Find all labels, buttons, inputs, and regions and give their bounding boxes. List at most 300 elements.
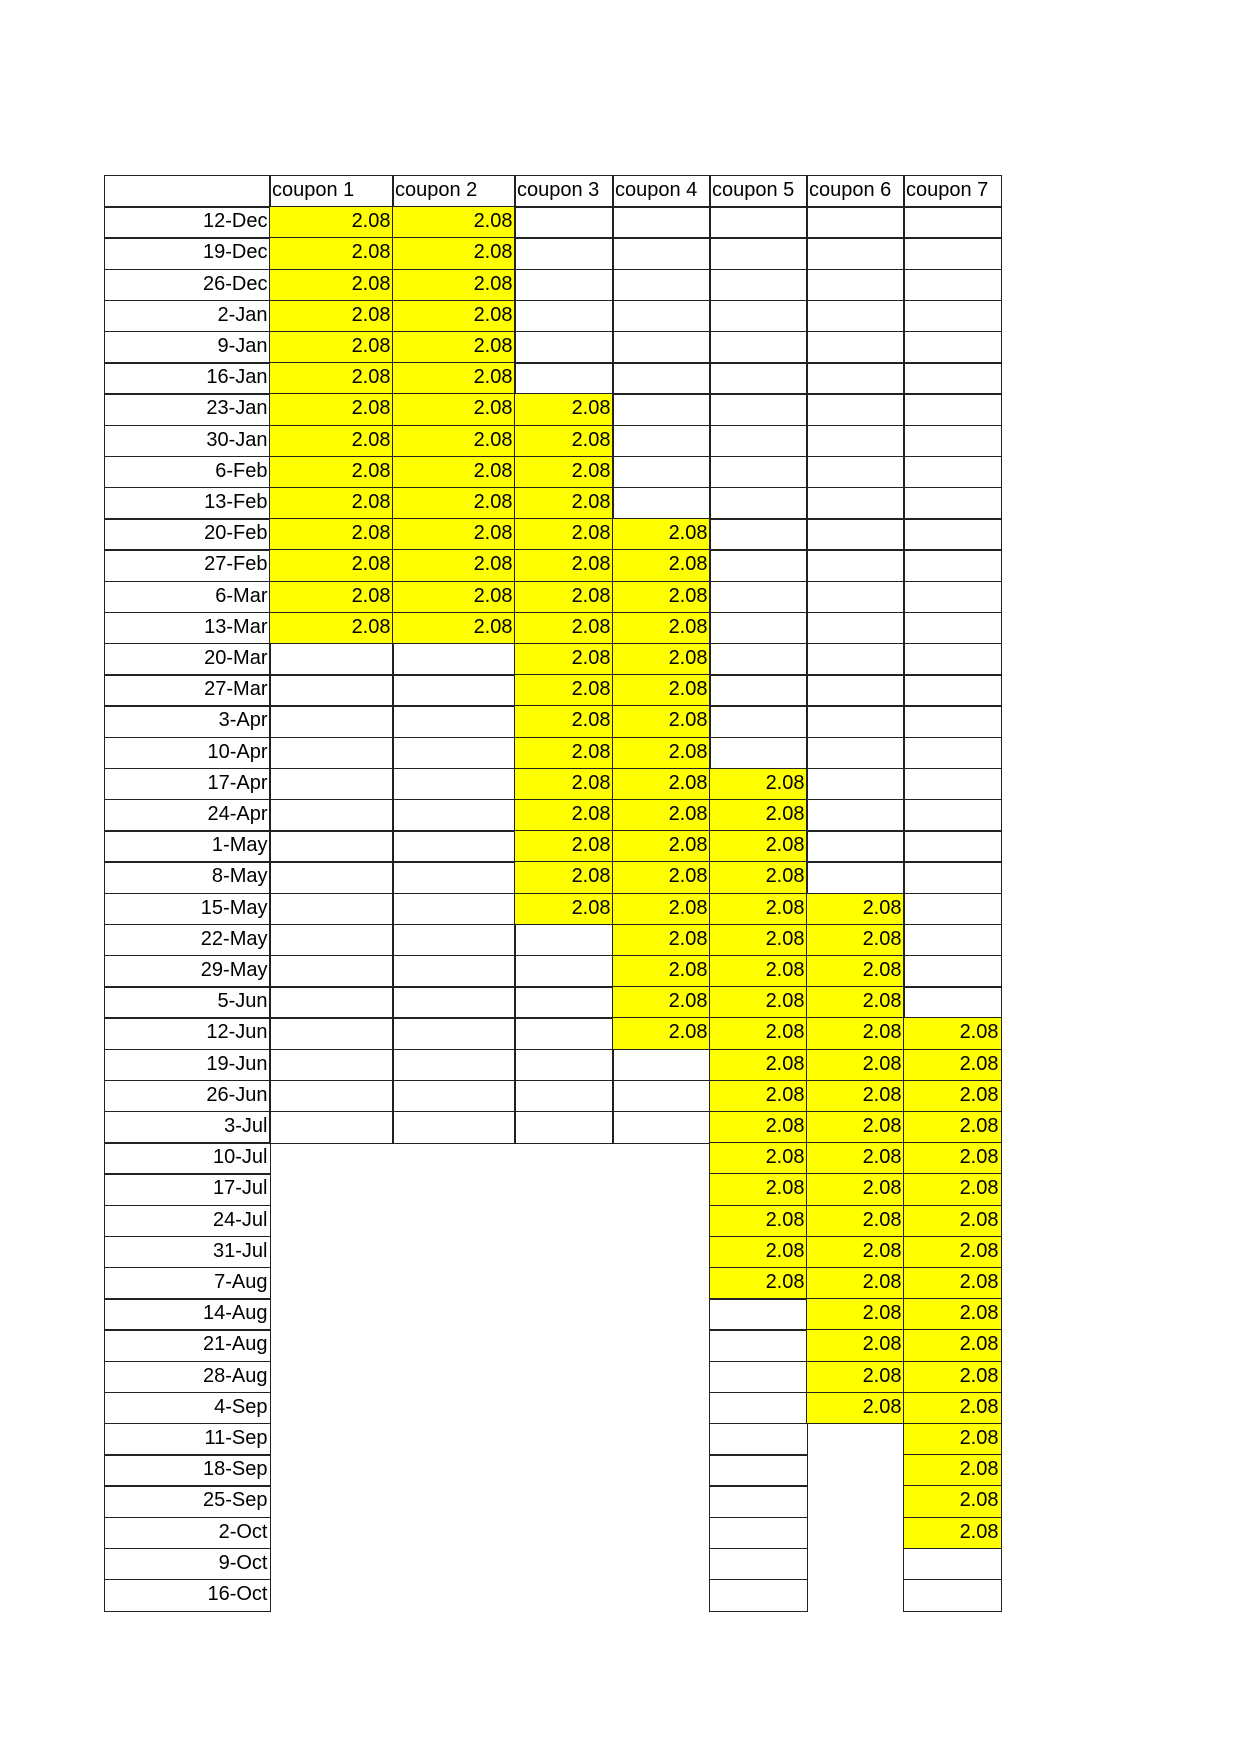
value-cell[interactable]: 2.08 <box>514 737 614 770</box>
empty-cell[interactable] <box>514 300 614 333</box>
value-cell[interactable]: 2.08 <box>612 549 711 582</box>
empty-cell[interactable] <box>903 362 1002 395</box>
value-cell[interactable]: 2.08 <box>903 1142 1002 1175</box>
empty-cell[interactable] <box>806 393 905 426</box>
empty-cell[interactable] <box>709 1298 808 1331</box>
column-header-coupon-1[interactable]: coupon 1 <box>269 175 394 208</box>
empty-cell[interactable] <box>269 737 394 770</box>
empty-cell[interactable] <box>269 643 394 676</box>
date-cell[interactable]: 10-Jul <box>104 1142 271 1175</box>
date-cell[interactable]: 23-Jan <box>104 393 271 426</box>
value-cell[interactable]: 2.08 <box>903 1454 1002 1487</box>
empty-cell[interactable] <box>903 612 1002 645</box>
empty-cell[interactable] <box>612 425 711 458</box>
empty-cell[interactable] <box>806 206 905 239</box>
empty-cell[interactable] <box>612 237 711 270</box>
value-cell[interactable]: 2.08 <box>709 1267 808 1300</box>
empty-cell[interactable] <box>709 206 808 239</box>
date-cell[interactable]: 26-Dec <box>104 269 271 302</box>
date-cell[interactable]: 12-Jun <box>104 1017 271 1050</box>
empty-cell[interactable] <box>392 799 516 832</box>
value-cell[interactable]: 2.08 <box>612 643 711 676</box>
date-cell[interactable]: 13-Feb <box>104 487 271 520</box>
value-cell[interactable]: 2.08 <box>392 549 516 582</box>
empty-cell[interactable] <box>709 269 808 302</box>
value-cell[interactable]: 2.08 <box>903 1205 1002 1238</box>
empty-cell[interactable] <box>709 1423 808 1456</box>
value-cell[interactable]: 2.08 <box>806 1392 905 1425</box>
date-cell[interactable]: 28-Aug <box>104 1361 271 1394</box>
empty-cell[interactable] <box>806 456 905 489</box>
date-cell[interactable]: 31-Jul <box>104 1236 271 1269</box>
date-cell[interactable]: 3-Apr <box>104 705 271 738</box>
value-cell[interactable]: 2.08 <box>709 955 808 988</box>
value-cell[interactable]: 2.08 <box>806 1205 905 1238</box>
empty-cell[interactable] <box>806 362 905 395</box>
empty-cell[interactable] <box>392 986 516 1019</box>
value-cell[interactable]: 2.08 <box>709 986 808 1019</box>
empty-cell[interactable] <box>392 924 516 957</box>
date-cell[interactable]: 27-Feb <box>104 549 271 582</box>
empty-cell[interactable] <box>392 893 516 926</box>
empty-cell[interactable] <box>903 549 1002 582</box>
empty-cell[interactable] <box>709 549 808 582</box>
empty-cell[interactable] <box>903 581 1002 614</box>
date-cell[interactable]: 17-Apr <box>104 768 271 801</box>
value-cell[interactable]: 2.08 <box>612 830 711 863</box>
empty-cell[interactable] <box>269 799 394 832</box>
value-cell[interactable]: 2.08 <box>903 1111 1002 1144</box>
empty-cell[interactable] <box>903 986 1002 1019</box>
value-cell[interactable]: 2.08 <box>806 1267 905 1300</box>
date-cell[interactable]: 12-Dec <box>104 206 271 239</box>
value-cell[interactable]: 2.08 <box>709 1236 808 1269</box>
value-cell[interactable]: 2.08 <box>806 955 905 988</box>
date-cell[interactable]: 30-Jan <box>104 425 271 458</box>
date-cell[interactable]: 16-Jan <box>104 362 271 395</box>
value-cell[interactable]: 2.08 <box>612 1017 711 1050</box>
empty-cell[interactable] <box>903 768 1002 801</box>
empty-cell[interactable] <box>269 924 394 957</box>
empty-cell[interactable] <box>709 612 808 645</box>
value-cell[interactable]: 2.08 <box>612 581 711 614</box>
value-cell[interactable]: 2.08 <box>269 237 394 270</box>
value-cell[interactable]: 2.08 <box>269 425 394 458</box>
empty-cell[interactable] <box>514 1017 614 1050</box>
empty-cell[interactable] <box>709 518 808 551</box>
empty-cell[interactable] <box>392 830 516 863</box>
empty-cell[interactable] <box>392 861 516 894</box>
value-cell[interactable]: 2.08 <box>392 612 516 645</box>
empty-cell[interactable] <box>269 893 394 926</box>
empty-cell[interactable] <box>269 861 394 894</box>
value-cell[interactable]: 2.08 <box>709 1080 808 1113</box>
date-cell[interactable]: 29-May <box>104 955 271 988</box>
date-cell[interactable]: 2-Jan <box>104 300 271 333</box>
date-cell[interactable]: 22-May <box>104 924 271 957</box>
empty-cell[interactable] <box>392 955 516 988</box>
value-cell[interactable]: 2.08 <box>806 1080 905 1113</box>
value-cell[interactable]: 2.08 <box>903 1080 1002 1113</box>
value-cell[interactable]: 2.08 <box>392 300 516 333</box>
value-cell[interactable]: 2.08 <box>269 549 394 582</box>
value-cell[interactable]: 2.08 <box>709 799 808 832</box>
empty-cell[interactable] <box>903 705 1002 738</box>
empty-cell[interactable] <box>903 674 1002 707</box>
value-cell[interactable]: 2.08 <box>269 269 394 302</box>
value-cell[interactable]: 2.08 <box>514 549 614 582</box>
date-cell[interactable]: 26-Jun <box>104 1080 271 1113</box>
value-cell[interactable]: 2.08 <box>806 893 905 926</box>
value-cell[interactable]: 2.08 <box>612 924 711 957</box>
empty-cell[interactable] <box>903 237 1002 270</box>
value-cell[interactable]: 2.08 <box>514 768 614 801</box>
empty-cell[interactable] <box>903 1579 1002 1612</box>
date-cell[interactable]: 27-Mar <box>104 674 271 707</box>
value-cell[interactable]: 2.08 <box>269 456 394 489</box>
value-cell[interactable]: 2.08 <box>709 924 808 957</box>
value-cell[interactable]: 2.08 <box>903 1236 1002 1269</box>
value-cell[interactable]: 2.08 <box>806 1173 905 1206</box>
empty-cell[interactable] <box>269 674 394 707</box>
empty-cell[interactable] <box>806 331 905 364</box>
value-cell[interactable]: 2.08 <box>709 1017 808 1050</box>
empty-cell[interactable] <box>806 830 905 863</box>
value-cell[interactable]: 2.08 <box>612 518 711 551</box>
date-cell[interactable]: 10-Apr <box>104 737 271 770</box>
value-cell[interactable]: 2.08 <box>392 393 516 426</box>
empty-cell[interactable] <box>806 300 905 333</box>
value-cell[interactable]: 2.08 <box>392 269 516 302</box>
value-cell[interactable]: 2.08 <box>269 300 394 333</box>
empty-cell[interactable] <box>709 393 808 426</box>
empty-cell[interactable] <box>709 674 808 707</box>
empty-cell[interactable] <box>514 1049 614 1082</box>
value-cell[interactable]: 2.08 <box>709 1049 808 1082</box>
column-header-coupon-2[interactable]: coupon 2 <box>392 175 516 208</box>
empty-cell[interactable] <box>806 549 905 582</box>
empty-cell[interactable] <box>392 1111 516 1144</box>
empty-cell[interactable] <box>903 393 1002 426</box>
empty-cell[interactable] <box>514 955 614 988</box>
date-cell[interactable]: 2-Oct <box>104 1517 271 1550</box>
column-header-coupon-6[interactable]: coupon 6 <box>806 175 905 208</box>
empty-cell[interactable] <box>514 331 614 364</box>
date-cell[interactable]: 14-Aug <box>104 1298 271 1331</box>
value-cell[interactable]: 2.08 <box>514 612 614 645</box>
value-cell[interactable]: 2.08 <box>709 1142 808 1175</box>
value-cell[interactable]: 2.08 <box>806 1361 905 1394</box>
value-cell[interactable]: 2.08 <box>392 456 516 489</box>
date-cell[interactable]: 3-Jul <box>104 1111 271 1144</box>
value-cell[interactable]: 2.08 <box>806 924 905 957</box>
empty-cell[interactable] <box>392 737 516 770</box>
empty-cell[interactable] <box>903 331 1002 364</box>
value-cell[interactable]: 2.08 <box>903 1329 1002 1362</box>
value-cell[interactable]: 2.08 <box>612 737 711 770</box>
empty-cell[interactable] <box>903 799 1002 832</box>
value-cell[interactable]: 2.08 <box>392 206 516 239</box>
empty-cell[interactable] <box>709 362 808 395</box>
empty-cell[interactable] <box>806 237 905 270</box>
empty-cell[interactable] <box>806 581 905 614</box>
date-cell[interactable]: 5-Jun <box>104 986 271 1019</box>
value-cell[interactable]: 2.08 <box>806 1329 905 1362</box>
value-cell[interactable]: 2.08 <box>612 986 711 1019</box>
empty-cell[interactable] <box>903 487 1002 520</box>
value-cell[interactable]: 2.08 <box>392 237 516 270</box>
empty-cell[interactable] <box>514 1111 614 1144</box>
value-cell[interactable]: 2.08 <box>514 456 614 489</box>
value-cell[interactable]: 2.08 <box>612 674 711 707</box>
empty-cell[interactable] <box>806 425 905 458</box>
empty-cell[interactable] <box>612 487 711 520</box>
empty-cell[interactable] <box>903 955 1002 988</box>
empty-cell[interactable] <box>709 487 808 520</box>
value-cell[interactable]: 2.08 <box>806 1049 905 1082</box>
value-cell[interactable]: 2.08 <box>709 1173 808 1206</box>
empty-cell[interactable] <box>514 986 614 1019</box>
value-cell[interactable]: 2.08 <box>392 518 516 551</box>
empty-cell[interactable] <box>514 1080 614 1113</box>
value-cell[interactable]: 2.08 <box>392 362 516 395</box>
empty-cell[interactable] <box>269 1017 394 1050</box>
date-cell[interactable]: 6-Mar <box>104 581 271 614</box>
empty-cell[interactable] <box>612 362 711 395</box>
empty-cell[interactable] <box>903 861 1002 894</box>
value-cell[interactable]: 2.08 <box>514 643 614 676</box>
date-cell[interactable]: 19-Jun <box>104 1049 271 1082</box>
value-cell[interactable]: 2.08 <box>612 955 711 988</box>
column-header-coupon-5[interactable]: coupon 5 <box>709 175 808 208</box>
value-cell[interactable]: 2.08 <box>806 1236 905 1269</box>
empty-cell[interactable] <box>709 581 808 614</box>
empty-cell[interactable] <box>709 1548 808 1581</box>
value-cell[interactable]: 2.08 <box>709 893 808 926</box>
value-cell[interactable]: 2.08 <box>269 393 394 426</box>
empty-cell[interactable] <box>514 924 614 957</box>
empty-cell[interactable] <box>806 612 905 645</box>
empty-cell[interactable] <box>709 1579 808 1612</box>
empty-cell[interactable] <box>903 924 1002 957</box>
column-header-coupon-4[interactable]: coupon 4 <box>612 175 711 208</box>
empty-cell[interactable] <box>709 1517 808 1550</box>
empty-cell[interactable] <box>709 737 808 770</box>
value-cell[interactable]: 2.08 <box>806 986 905 1019</box>
value-cell[interactable]: 2.08 <box>514 425 614 458</box>
empty-cell[interactable] <box>269 1080 394 1113</box>
date-cell[interactable]: 1-May <box>104 830 271 863</box>
empty-cell[interactable] <box>806 861 905 894</box>
empty-cell[interactable] <box>806 269 905 302</box>
empty-cell[interactable] <box>806 518 905 551</box>
value-cell[interactable]: 2.08 <box>903 1392 1002 1425</box>
value-cell[interactable]: 2.08 <box>903 1173 1002 1206</box>
empty-cell[interactable] <box>612 456 711 489</box>
value-cell[interactable]: 2.08 <box>709 768 808 801</box>
date-cell[interactable]: 21-Aug <box>104 1329 271 1362</box>
empty-cell[interactable] <box>612 269 711 302</box>
empty-cell[interactable] <box>709 331 808 364</box>
value-cell[interactable]: 2.08 <box>514 893 614 926</box>
value-cell[interactable]: 2.08 <box>806 1017 905 1050</box>
empty-cell[interactable] <box>269 1111 394 1144</box>
empty-cell[interactable] <box>806 705 905 738</box>
empty-cell[interactable] <box>269 768 394 801</box>
empty-cell[interactable] <box>903 425 1002 458</box>
empty-cell[interactable] <box>392 1017 516 1050</box>
date-cell[interactable]: 9-Oct <box>104 1548 271 1581</box>
empty-cell[interactable] <box>392 768 516 801</box>
empty-cell[interactable] <box>709 1329 808 1362</box>
empty-cell[interactable] <box>392 643 516 676</box>
empty-cell[interactable] <box>269 986 394 1019</box>
value-cell[interactable]: 2.08 <box>514 518 614 551</box>
empty-cell[interactable] <box>903 830 1002 863</box>
empty-cell[interactable] <box>612 331 711 364</box>
date-cell[interactable]: 4-Sep <box>104 1392 271 1425</box>
empty-cell[interactable] <box>709 425 808 458</box>
value-cell[interactable]: 2.08 <box>392 331 516 364</box>
empty-cell[interactable] <box>903 206 1002 239</box>
value-cell[interactable]: 2.08 <box>514 799 614 832</box>
date-cell[interactable]: 16-Oct <box>104 1579 271 1612</box>
value-cell[interactable]: 2.08 <box>269 487 394 520</box>
empty-cell[interactable] <box>392 705 516 738</box>
empty-cell[interactable] <box>612 206 711 239</box>
value-cell[interactable]: 2.08 <box>612 799 711 832</box>
value-cell[interactable]: 2.08 <box>709 1205 808 1238</box>
empty-cell[interactable] <box>612 393 711 426</box>
value-cell[interactable]: 2.08 <box>709 1111 808 1144</box>
date-cell[interactable]: 19-Dec <box>104 237 271 270</box>
date-cell[interactable]: 7-Aug <box>104 1267 271 1300</box>
value-cell[interactable]: 2.08 <box>514 705 614 738</box>
empty-cell[interactable] <box>806 487 905 520</box>
value-cell[interactable]: 2.08 <box>903 1298 1002 1331</box>
empty-cell[interactable] <box>392 674 516 707</box>
column-header-coupon-7[interactable]: coupon 7 <box>903 175 1002 208</box>
value-cell[interactable]: 2.08 <box>392 581 516 614</box>
empty-cell[interactable] <box>709 237 808 270</box>
empty-cell[interactable] <box>903 518 1002 551</box>
value-cell[interactable]: 2.08 <box>903 1517 1002 1550</box>
value-cell[interactable]: 2.08 <box>514 830 614 863</box>
value-cell[interactable]: 2.08 <box>806 1142 905 1175</box>
value-cell[interactable]: 2.08 <box>612 612 711 645</box>
empty-cell[interactable] <box>612 1080 711 1113</box>
value-cell[interactable]: 2.08 <box>903 1361 1002 1394</box>
date-cell[interactable]: 15-May <box>104 893 271 926</box>
empty-cell[interactable] <box>903 737 1002 770</box>
empty-cell[interactable] <box>269 830 394 863</box>
date-cell[interactable]: 18-Sep <box>104 1454 271 1487</box>
date-cell[interactable]: 8-May <box>104 861 271 894</box>
empty-cell[interactable] <box>903 456 1002 489</box>
empty-cell[interactable] <box>709 1392 808 1425</box>
value-cell[interactable]: 2.08 <box>514 393 614 426</box>
value-cell[interactable]: 2.08 <box>269 206 394 239</box>
value-cell[interactable]: 2.08 <box>392 487 516 520</box>
empty-cell[interactable] <box>903 300 1002 333</box>
empty-cell[interactable] <box>709 1454 808 1487</box>
value-cell[interactable]: 2.08 <box>903 1017 1002 1050</box>
value-cell[interactable]: 2.08 <box>514 581 614 614</box>
empty-cell[interactable] <box>806 768 905 801</box>
date-cell[interactable]: 17-Jul <box>104 1173 271 1206</box>
date-cell[interactable]: 11-Sep <box>104 1423 271 1456</box>
empty-cell[interactable] <box>269 955 394 988</box>
empty-cell[interactable] <box>612 1049 711 1082</box>
value-cell[interactable]: 2.08 <box>612 861 711 894</box>
date-cell[interactable]: 24-Jul <box>104 1205 271 1238</box>
value-cell[interactable]: 2.08 <box>269 581 394 614</box>
value-cell[interactable]: 2.08 <box>903 1049 1002 1082</box>
empty-cell[interactable] <box>806 799 905 832</box>
value-cell[interactable]: 2.08 <box>514 487 614 520</box>
date-cell[interactable]: 20-Mar <box>104 643 271 676</box>
empty-cell[interactable] <box>903 1548 1002 1581</box>
value-cell[interactable]: 2.08 <box>709 861 808 894</box>
value-cell[interactable]: 2.08 <box>806 1111 905 1144</box>
date-cell[interactable]: 6-Feb <box>104 456 271 489</box>
value-cell[interactable]: 2.08 <box>269 362 394 395</box>
value-cell[interactable]: 2.08 <box>612 893 711 926</box>
empty-cell[interactable] <box>514 206 614 239</box>
value-cell[interactable]: 2.08 <box>612 768 711 801</box>
empty-cell[interactable] <box>709 705 808 738</box>
value-cell[interactable]: 2.08 <box>269 518 394 551</box>
value-cell[interactable]: 2.08 <box>392 425 516 458</box>
empty-cell[interactable] <box>709 1485 808 1518</box>
value-cell[interactable]: 2.08 <box>514 861 614 894</box>
empty-cell[interactable] <box>392 1080 516 1113</box>
empty-cell[interactable] <box>514 237 614 270</box>
empty-cell[interactable] <box>806 737 905 770</box>
empty-cell[interactable] <box>269 1049 394 1082</box>
empty-cell[interactable] <box>612 1111 711 1144</box>
date-cell[interactable]: 24-Apr <box>104 799 271 832</box>
date-cell[interactable]: 25-Sep <box>104 1485 271 1518</box>
value-cell[interactable]: 2.08 <box>269 331 394 364</box>
empty-cell[interactable] <box>709 300 808 333</box>
value-cell[interactable]: 2.08 <box>903 1267 1002 1300</box>
value-cell[interactable]: 2.08 <box>806 1298 905 1331</box>
value-cell[interactable]: 2.08 <box>709 830 808 863</box>
empty-cell[interactable] <box>903 893 1002 926</box>
value-cell[interactable]: 2.08 <box>903 1423 1002 1456</box>
date-cell[interactable]: 20-Feb <box>104 518 271 551</box>
empty-cell[interactable] <box>806 674 905 707</box>
empty-cell[interactable] <box>709 456 808 489</box>
empty-cell[interactable] <box>514 269 614 302</box>
value-cell[interactable]: 2.08 <box>903 1485 1002 1518</box>
value-cell[interactable]: 2.08 <box>269 612 394 645</box>
header-corner-cell[interactable] <box>104 175 271 208</box>
value-cell[interactable]: 2.08 <box>514 674 614 707</box>
empty-cell[interactable] <box>514 362 614 395</box>
column-header-coupon-3[interactable]: coupon 3 <box>514 175 614 208</box>
value-cell[interactable]: 2.08 <box>612 705 711 738</box>
empty-cell[interactable] <box>903 643 1002 676</box>
empty-cell[interactable] <box>709 643 808 676</box>
empty-cell[interactable] <box>612 300 711 333</box>
date-cell[interactable]: 9-Jan <box>104 331 271 364</box>
date-cell[interactable]: 13-Mar <box>104 612 271 645</box>
empty-cell[interactable] <box>806 643 905 676</box>
empty-cell[interactable] <box>269 705 394 738</box>
empty-cell[interactable] <box>392 1049 516 1082</box>
